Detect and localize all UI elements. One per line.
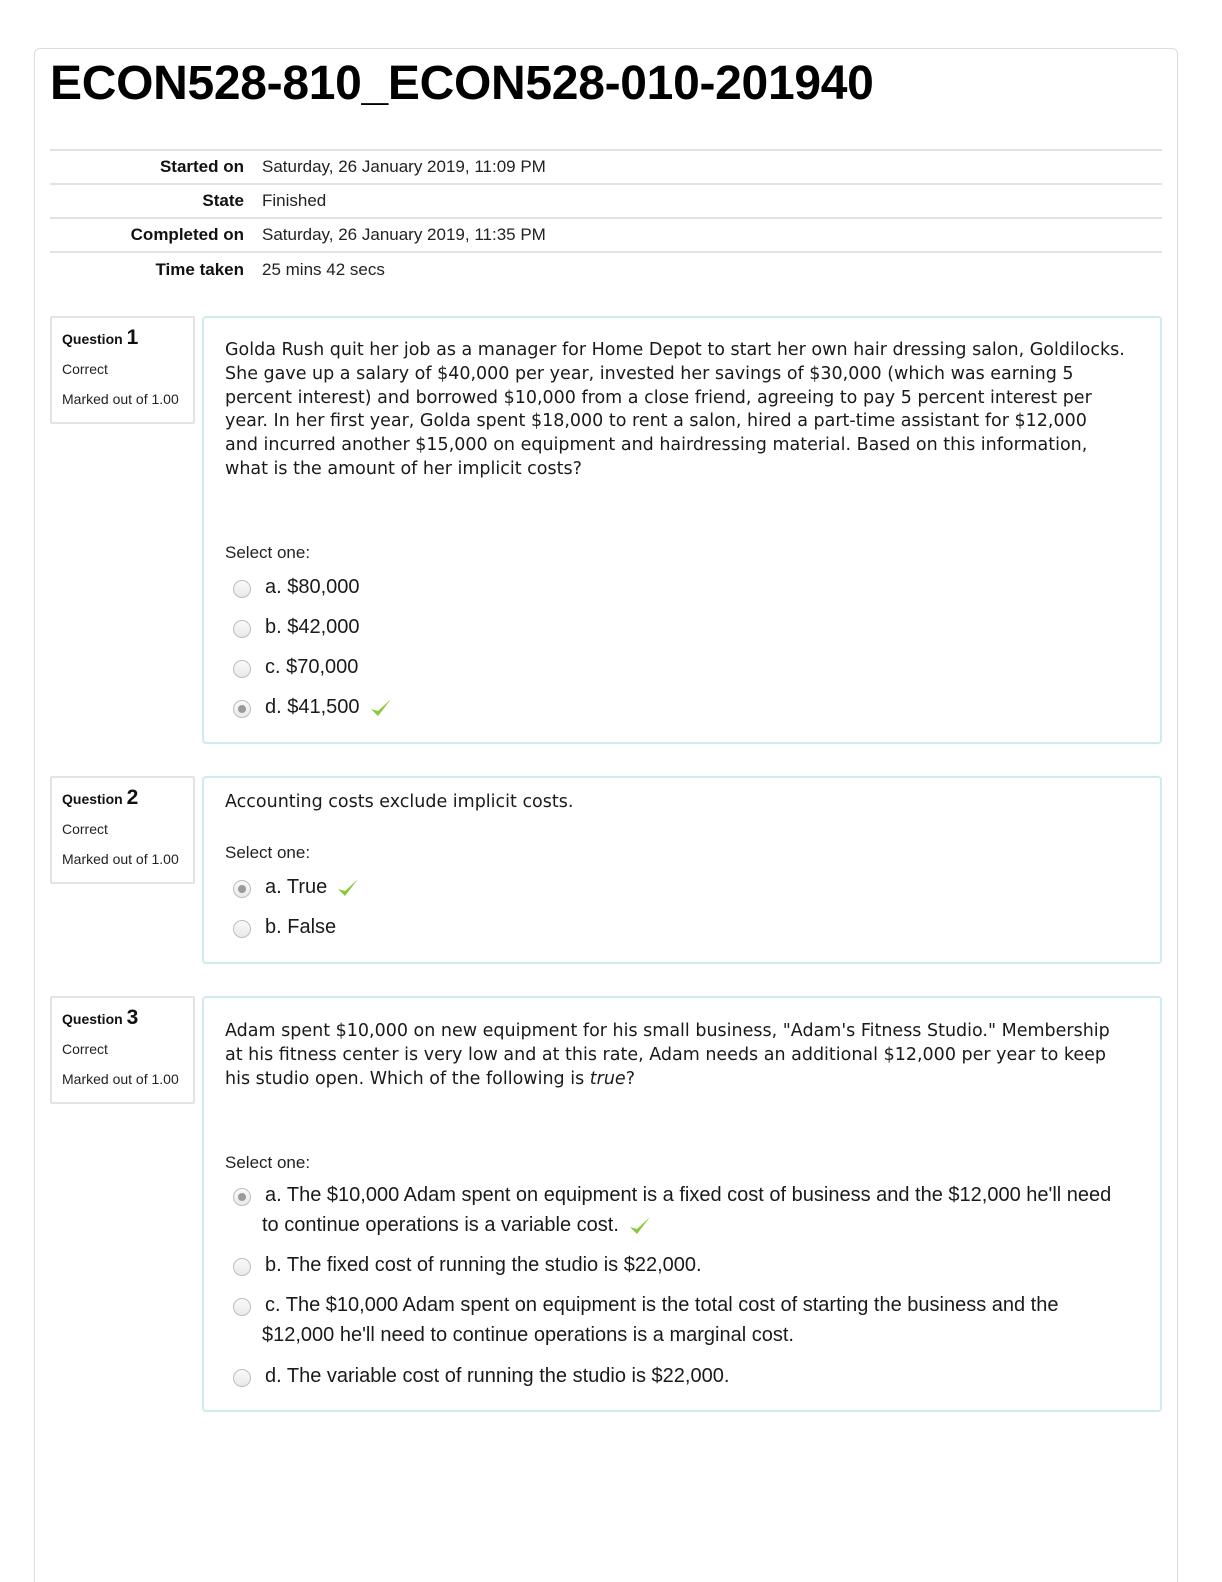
option-label-wrapper[interactable]: [265, 872, 1115, 902]
summary-row-state: [50, 184, 1162, 218]
radio-button-selected[interactable]: [233, 700, 251, 718]
summary-label: Started on: [159, 157, 244, 176]
radio-button-selected[interactable]: [233, 880, 251, 898]
summary-value: Saturday, 26 January 2019, 11:35 PM: [262, 225, 546, 244]
question-1-info: [50, 316, 195, 424]
summary-row-time-taken: [50, 252, 1162, 286]
option-label[interactable]: a. The $10,000 Adam spent on equipment is a fixed cost of business and the $12,000 he'll need to continue operations is a variable cost.: [262, 1184, 1112, 1236]
question-2-content: [202, 776, 1162, 964]
option-label[interactable]: b. False: [265, 916, 337, 938]
option-label[interactable]: d. $41,500: [265, 696, 360, 718]
question-3-content: [202, 996, 1162, 1412]
question-state: Correct: [62, 821, 108, 837]
summary-row-completed: [50, 218, 1162, 252]
attempt-summary-table: [50, 149, 1162, 286]
question-number: Question 1: [62, 326, 139, 349]
question-grade: Marked out of 1.00: [62, 851, 179, 867]
summary-value: 25 mins 42 secs: [262, 259, 385, 279]
question-3-info: [50, 996, 195, 1104]
correct-check-icon: [627, 1213, 653, 1239]
select-one-prompt: Select one:: [225, 1153, 311, 1172]
correct-check-icon: [335, 875, 361, 901]
question-text: Adam spent $10,000 on new equipment for his small business, "Adam's Fitness Studio." Membership at his fitness center is very low and at this rate, Adam needs an additional $12,000 per year to keep his studio open. Which of the following is true?: [225, 1021, 1110, 1089]
radio-button[interactable]: [233, 1369, 251, 1387]
summary-label: State: [202, 191, 244, 210]
summary-label: Time taken: [155, 259, 244, 279]
summary-row-started: [50, 150, 1162, 184]
radio-button[interactable]: [233, 660, 251, 678]
option-label[interactable]: a. $80,000: [265, 576, 360, 598]
question-1-content: [202, 316, 1162, 744]
question-grade: Marked out of 1.00: [62, 391, 179, 407]
option-label[interactable]: a. True: [265, 876, 328, 898]
radio-button-selected[interactable]: [233, 1188, 251, 1206]
question-number: Question 2: [62, 786, 139, 809]
question-2-info: [50, 776, 195, 884]
option-label[interactable]: c. The $10,000 Adam spent on equipment is the total cost of starting the business and the $12,000 he'll need to continue operations is a marginal cost.: [262, 1294, 1059, 1346]
radio-button[interactable]: [233, 580, 251, 598]
option-label[interactable]: b. The fixed cost of running the studio is $22,000.: [265, 1254, 702, 1276]
option-label[interactable]: d. The variable cost of running the studio is $22,000.: [265, 1365, 730, 1387]
summary-value: Saturday, 26 January 2019, 11:09 PM: [262, 157, 546, 176]
emphasis-true: true: [589, 1068, 626, 1089]
correct-check-icon: [368, 695, 394, 721]
option-label-wrapper[interactable]: [262, 1180, 1117, 1240]
radio-button[interactable]: [233, 620, 251, 638]
question-state: Correct: [62, 1041, 108, 1057]
summary-label: Completed on: [130, 225, 244, 244]
option-label-wrapper[interactable]: [265, 692, 1115, 722]
select-one-prompt: Select one:: [225, 543, 311, 562]
question-number: Question 3: [62, 1006, 139, 1029]
option-label[interactable]: b. $42,000: [265, 616, 360, 638]
radio-button[interactable]: [233, 920, 251, 938]
radio-button[interactable]: [233, 1258, 251, 1276]
select-one-prompt: Select one:: [225, 843, 311, 862]
question-grade: Marked out of 1.00: [62, 1071, 179, 1087]
summary-value: Finished: [262, 191, 327, 210]
radio-button[interactable]: [233, 1298, 251, 1316]
page-title: ECON528-810_ECON528-010-201940: [50, 57, 874, 110]
question-text: Golda Rush quit her job as a manager for Home Depot to start her own hair dressing salon, Goldilocks. She gave up a salary of $40,000 per year, invested her savings of $30,000 (which was earning 5 percent interest) and borrowed $10,000 from a close friend, agreeing to pay 5 percent interest per year. In her first year, Golda spent $18,000 to rent a salon, hired a part-time assistant for $12,000 and incurred another $15,000 on equipment and hairdressing material. Based on this information, what is the amount of her implicit costs?: [225, 340, 1125, 479]
question-text: Accounting costs exclude implicit costs.: [225, 792, 574, 812]
option-label[interactable]: c. $70,000: [265, 656, 359, 678]
question-state: Correct: [62, 361, 108, 377]
